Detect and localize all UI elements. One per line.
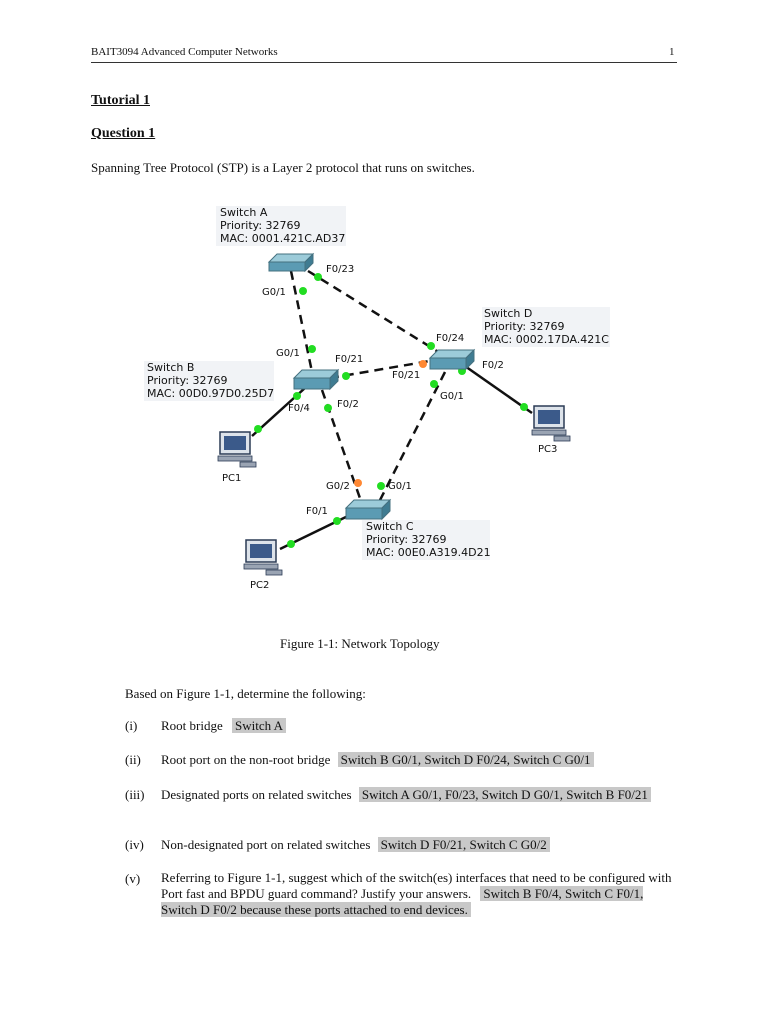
port-label-c-f01: F0/1 [306, 506, 328, 517]
switch-b-icon [294, 370, 338, 389]
item-number: (ii) [125, 752, 141, 767]
tutorial-title: Tutorial 1 [91, 93, 150, 108]
item-number: (i) [125, 718, 138, 733]
switch-c-name: Switch C [366, 520, 414, 533]
port-label-d-f02: F0/2 [482, 360, 504, 371]
question-prompt: Based on Figure 1-1, determine the following: [125, 686, 366, 701]
port-label-d-g01: G0/1 [440, 391, 464, 402]
intro-paragraph: Spanning Tree Protocol (STP) is a Layer 2 protocol that runs on switches. [91, 160, 475, 175]
port-label-c-g02: G0/2 [326, 481, 350, 492]
item-question: Root bridge [161, 718, 223, 733]
port-label-c-g01: G0/1 [388, 481, 412, 492]
pc3-icon [532, 406, 570, 441]
item-answer: Switch D F0/21, Switch C G0/2 [378, 837, 550, 852]
switch-b-priority: Priority: 32769 [147, 374, 228, 387]
switch-a-priority: Priority: 32769 [220, 219, 301, 232]
pc1-icon [218, 432, 256, 467]
item-question: Non-designated port on related switches [161, 837, 371, 852]
switch-c-priority: Priority: 32769 [366, 533, 447, 546]
item-number: (iii) [125, 787, 145, 802]
pc1-label: PC1 [222, 473, 242, 484]
figure-caption: Figure 1-1: Network Topology [280, 636, 440, 651]
port-label-b-f02: F0/2 [337, 399, 359, 410]
port-label-b-f04: F0/4 [288, 403, 310, 414]
item-number: (iv) [125, 837, 144, 852]
port-label-a-f023: F0/23 [326, 264, 355, 275]
item-question: Root port on the non-root bridge [161, 752, 331, 767]
switch-b-mac: MAC: 00D0.97D0.25D7 [147, 387, 275, 400]
item-question: Referring to Figure 1-1, suggest which of the switch(es) interfaces that need to be configured with Port fast and BPDU guard command? Justify your answers. [161, 870, 672, 901]
pc3-label: PC3 [538, 444, 558, 455]
item-answer: Switch A G0/1, F0/23, Switch D G0/1, Switch B F0/21 [359, 787, 651, 802]
header-course: BAIT3094 Advanced Computer Networks [91, 46, 278, 58]
question-title: Question 1 [91, 126, 156, 141]
switch-d-priority: Priority: 32769 [484, 320, 565, 333]
port-label-b-f021: F0/21 [335, 354, 364, 365]
port-label-a-g01: G0/1 [262, 287, 286, 298]
item-answer: Switch B G0/1, Switch D F0/24, Switch C G0/1 [338, 752, 594, 767]
link-a-d [308, 271, 440, 353]
pc2-icon [244, 540, 282, 575]
switch-d-name: Switch D [484, 307, 533, 320]
switch-d-mac: MAC: 0002.17DA.421C [484, 333, 609, 346]
item-answer: Switch B F0/4, Switch C F0/1, Switch D F0/2 because these ports attached to end devices. [161, 886, 644, 917]
pc2-label: PC2 [250, 580, 270, 591]
item-answer: Switch A [232, 718, 286, 733]
header-page-number: 1 [669, 46, 675, 58]
switch-b-name: Switch B [147, 361, 195, 374]
switch-c-icon [346, 500, 390, 519]
port-label-d-f024: F0/24 [436, 333, 465, 344]
item-number: (v) [125, 871, 141, 886]
switch-a-mac: MAC: 0001.421C.AD37 [220, 232, 346, 245]
switch-a-name: Switch A [220, 206, 268, 219]
switch-c-mac: MAC: 00E0.A319.4D21 [366, 546, 491, 559]
switch-d-icon [430, 350, 474, 369]
item-question: Designated ports on related switches [161, 787, 352, 802]
port-label-d-f021: F0/21 [392, 370, 421, 381]
switch-a-icon [269, 254, 313, 271]
port-label-b-g01: G0/1 [276, 348, 300, 359]
